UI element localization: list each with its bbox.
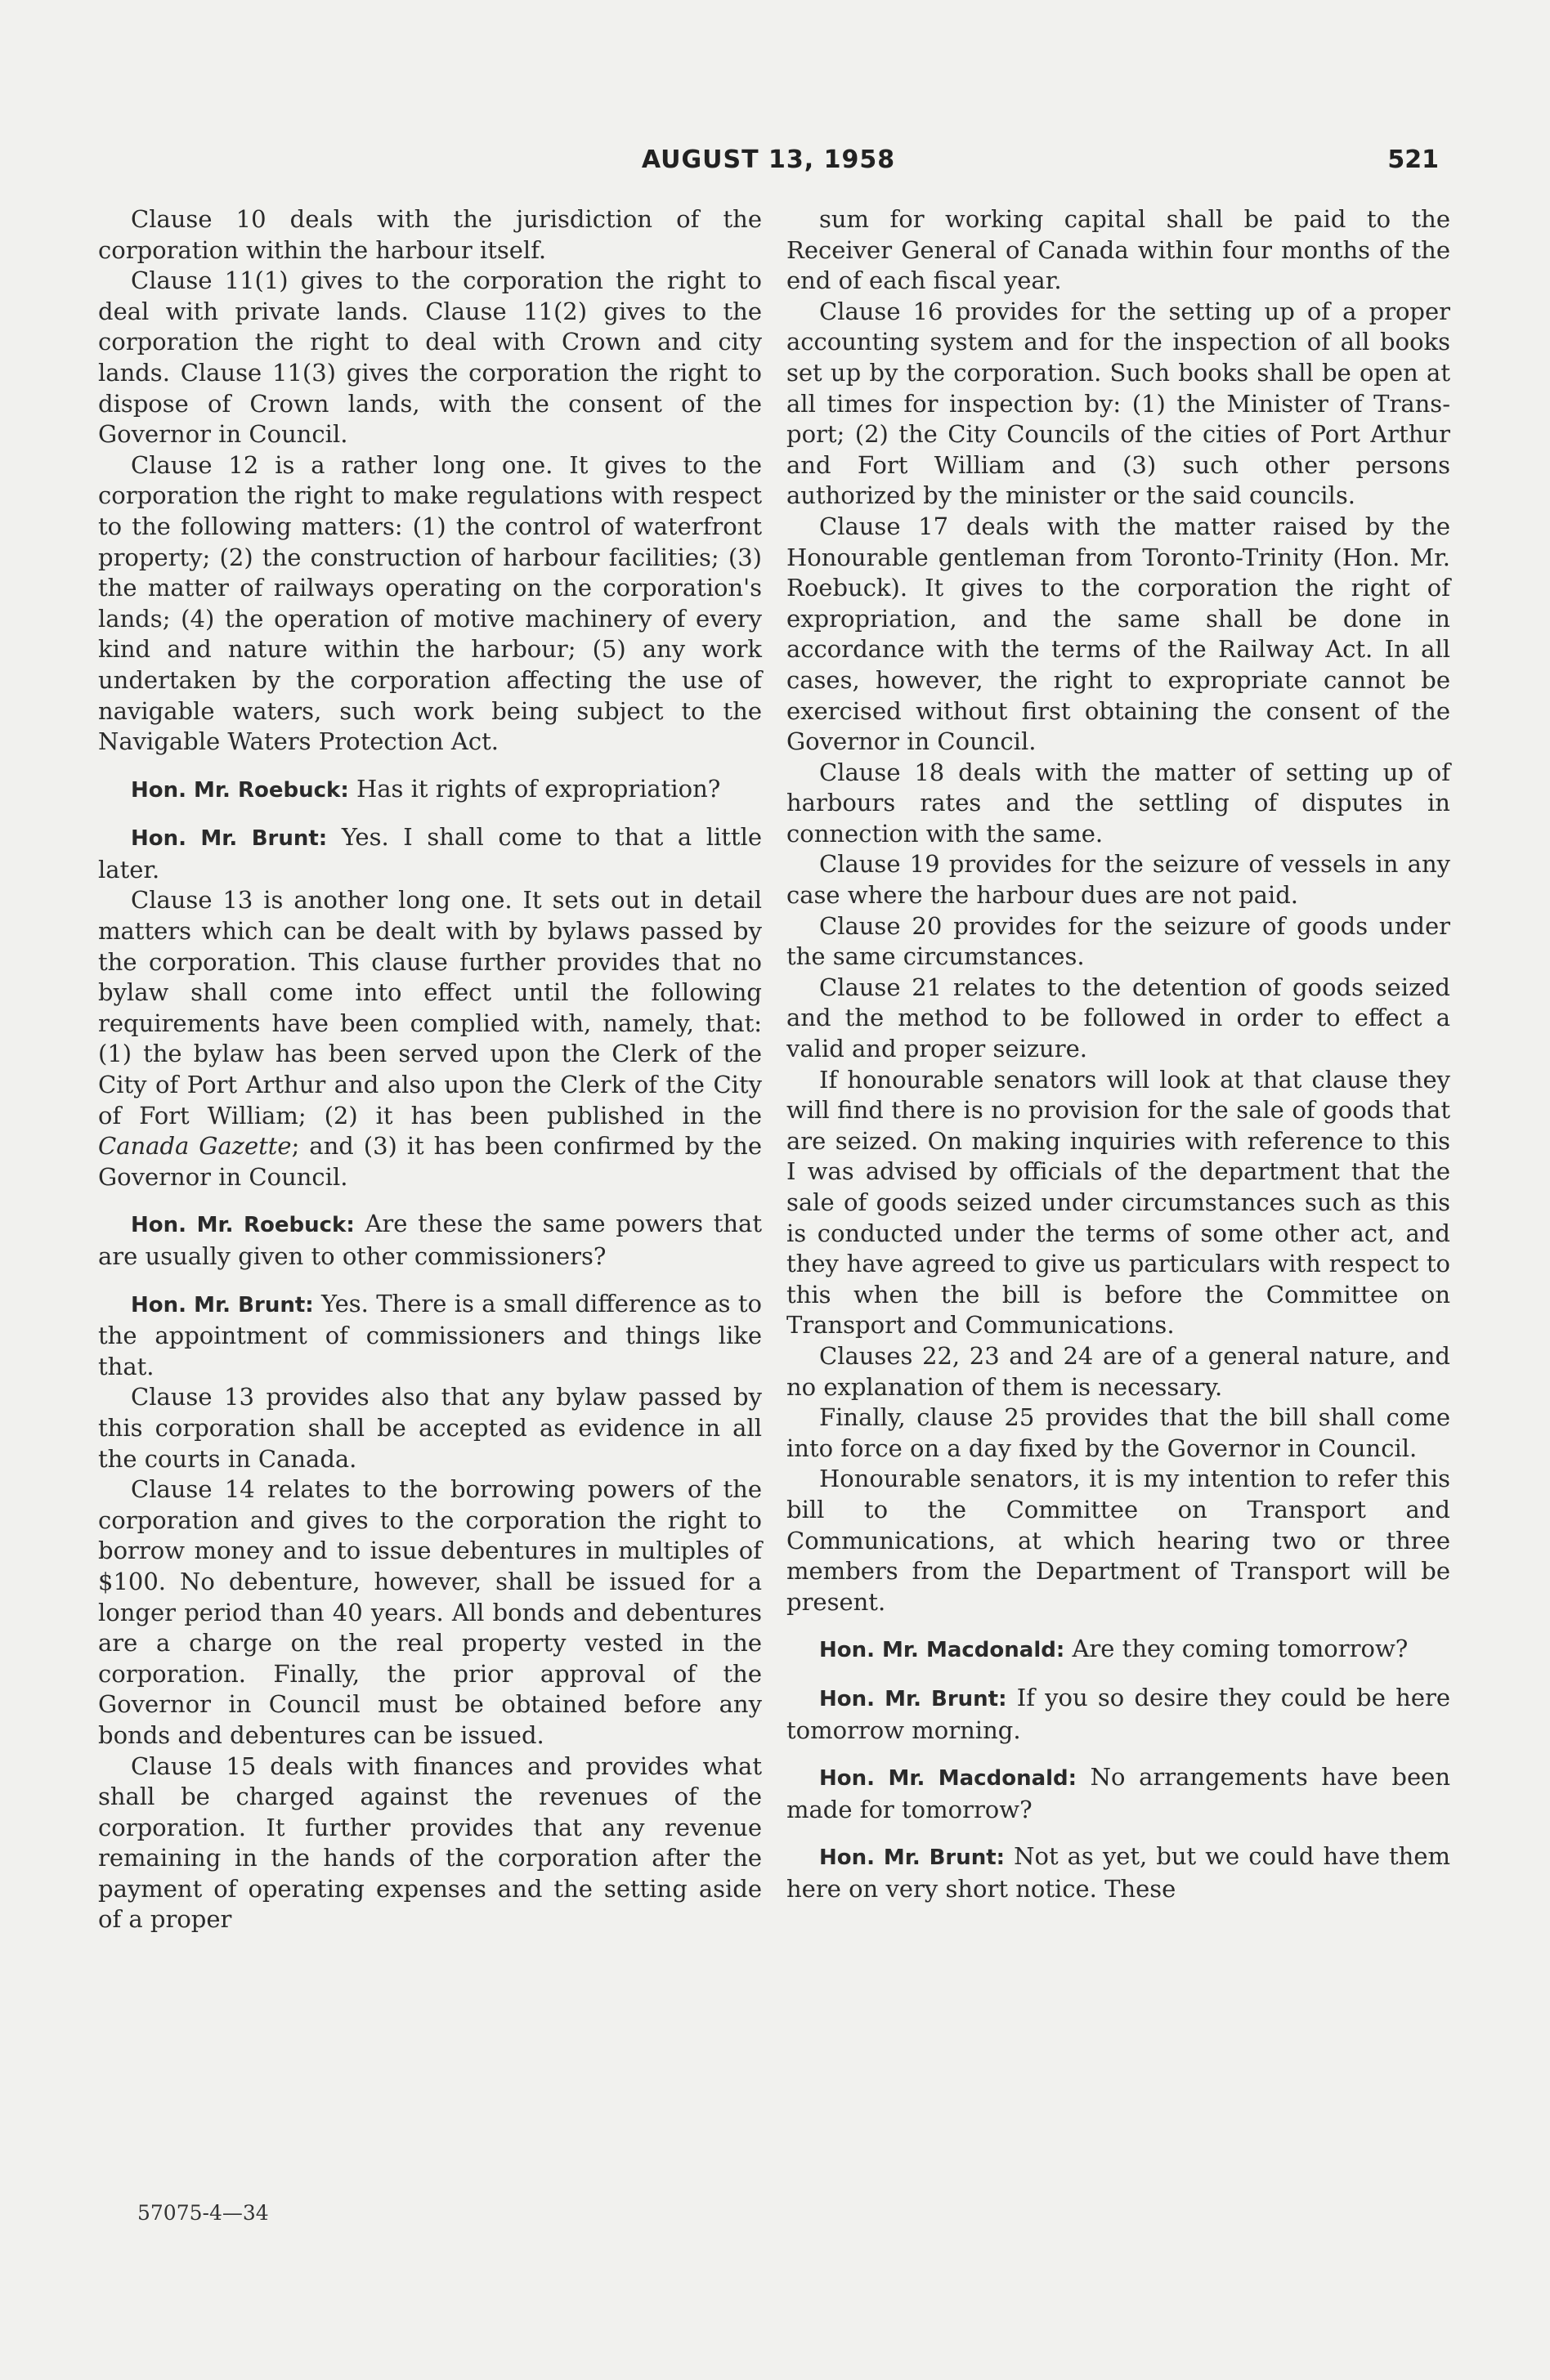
page-header xyxy=(98,145,1439,178)
speaker-name: Hon. Mr. Brunt: xyxy=(819,1845,1006,1871)
speaker-name: Hon. Mr. Macdonald: xyxy=(819,1638,1065,1663)
running-head: AUGUST 13, 1958 xyxy=(641,145,896,174)
speech-paragraph xyxy=(786,1841,1450,1904)
speech-paragraph xyxy=(98,822,762,885)
body-paragraph: Finally, clause 25 provides that the bill shall come into force on a day fixed by the Governor in Council. xyxy=(786,1403,1450,1462)
footer-print-code: 57075-4—34 xyxy=(137,2201,269,2225)
body-paragraph: Honourable senators, it is my intention to refer this bill to the Committee on Transport and Communications, at which hearing two or three members from the Department of Transport will be present. xyxy=(786,1465,1450,1616)
body-paragraph: Clause 13 provides also that any bylaw passed by this corporation shall be accepted as evidence in all the courts in Canada. xyxy=(98,1383,762,1473)
speech-text: Not as yet, but we could have them here on very short notice. These xyxy=(786,1842,1450,1903)
speech-paragraph xyxy=(786,1683,1450,1746)
speaker-name: Hon. Mr. Roebuck: xyxy=(131,777,349,803)
speech-paragraph xyxy=(98,1289,762,1383)
body-paragraph: Clause 17 deals with the matter raised by the Honourable gentleman from Toronto-Trinity (Hon. Mr. Roebuck). It gives to the corporation the right of expropriation, and the same shall be done in accordance with the terms of the Railway Act. In all cases, however, the right to expropriate cannot be exercised without first obtaining the consent of the Governor in Council. xyxy=(786,512,1450,756)
body-paragraph: Clauses 22, 23 and 24 are of a general nature, and no explanation of them is necessary. xyxy=(786,1341,1450,1401)
speech-text: Yes. There is a small difference as to the appointment of commissioners and things like that. xyxy=(98,1289,762,1380)
speech-text: Has it rights of expropriation? xyxy=(356,774,721,803)
speech-paragraph xyxy=(98,774,762,807)
body-paragraph: Clause 10 deals with the jurisdiction of the corporation within the harbour itself. xyxy=(98,205,762,264)
speech-paragraph xyxy=(786,1634,1450,1666)
body-paragraph: Clause 14 relates to the borrowing powers of the corporation and gives to the corporation the right to borrow money and to issue debentures in multiples of $100. No debenture, however, shall be issued for a longer period than 40 years. All bonds and debentures are a charge on the real property vested in the corporation. Finally, the prior approval of the Governor in Council must be obtained before any bonds and debentures can be issued. xyxy=(98,1475,762,1749)
speaker-name: Hon. Mr. Roebuck: xyxy=(131,1213,355,1238)
body-paragraph: Clause 13 is another long one. It sets out in detail matters which can be dealt with by bylaws passed by the corporation. This clause further provides that no bylaw shall come into effect until the following requirements have been complied with, namely, that: (1) the bylaw has been served upon the Clerk of the City of Port Arthur and also upon the Clerk of the City of Fort William; (2) it has been published in the Canada Gazette; and (3) it has been confirmed by the Governor in Council. xyxy=(98,886,762,1191)
body-paragraph: Clause 11(1) gives to the corporation the right to deal with private lands. Clause 11(2) gives to the corporation the right to deal with Crown and city lands. Clause 11(3) gives the corporation the right to dispose of Crown lands, with the consent of the Governor in Council. xyxy=(98,266,762,449)
speaker-name: Hon. Mr. Brunt: xyxy=(819,1686,1007,1711)
publication-title: Canada Gazette xyxy=(98,1132,292,1161)
speech-paragraph xyxy=(786,1762,1450,1825)
body-paragraph: Clause 21 relates to the detention of goods seized and the method to be followed in order to effect a valid and proper seizure. xyxy=(786,973,1450,1063)
left-column xyxy=(98,204,762,1935)
body-paragraph: Clause 16 provides for the setting up of a proper accounting system and for the inspection of all books set up by the corporation. Such books shall be open at all times for inspection by: (1) the Minister of Transport; (2) the City Councils of the cities of Port Arthur and Fort William and (3) such other persons authorized by the minister or the said councils. xyxy=(786,297,1450,510)
speech-text: Are they coming tomorrow? xyxy=(1072,1635,1409,1663)
speech-text: Yes. I shall come to that a little later. xyxy=(98,823,763,884)
speaker-name: Hon. Mr. Brunt: xyxy=(131,826,328,852)
body-paragraph: Clause 12 is a rather long one. It gives to the corporation the right to make regulations with respect to the following matters: (1) the control of waterfront property; (2) the construction of harbour facilities; (3) the matter of railways operating on the corporation's lands; (4) the operation of motive machinery of every kind and nature within the harbour; (5) any work undertaken by the corporation affecting the use of navigable waters, such work being subject to the Navigable Waters Protection Act. xyxy=(98,450,762,756)
body-paragraph: Clause 20 provides for the seizure of goods under the same circumstances. xyxy=(786,911,1450,971)
speech-text: Are these the same powers that are usually given to other commissioners? xyxy=(98,1210,763,1270)
page-number: 521 xyxy=(1387,145,1439,174)
speech-text: No arrangements have been made for tomorrow? xyxy=(786,1763,1451,1823)
speech-text: If you so desire they could be here tomorrow morning. xyxy=(786,1683,1451,1744)
body-paragraph: Clause 19 provides for the seizure of vessels in any case where the harbour dues are not paid. xyxy=(786,850,1450,910)
continued-paragraph: sum for working capital shall be paid to the Receiver General of Canada within four months of the end of each fiscal year. xyxy=(786,205,1450,295)
speaker-name: Hon. Mr. Brunt: xyxy=(131,1292,314,1318)
body-paragraph: If honourable senators will look at that clause they will find there is no provision for the sale of goods that are seized. On making inquiries with reference to this I was advised by officials of the department that the sale of goods seized under circumstances such as this is conducted under the terms of some other act, and they have agreed to give us particulars with respect to this when the bill is before the Committee on Transport and Communications. xyxy=(786,1065,1450,1340)
body-paragraph: Clause 18 deals with the matter of setting up of harbours rates and the settling of disputes in connection with the same. xyxy=(786,758,1450,848)
speech-paragraph xyxy=(98,1209,762,1272)
right-column xyxy=(786,204,1450,1904)
speaker-name: Hon. Mr. Macdonald: xyxy=(819,1766,1077,1792)
body-paragraph: Clause 15 deals with finances and provides what shall be charged against the revenues of the corporation. It further provides that any revenue remaining in the hands of the corporation after the payment of operating expenses and the setting aside of a proper xyxy=(98,1751,762,1934)
